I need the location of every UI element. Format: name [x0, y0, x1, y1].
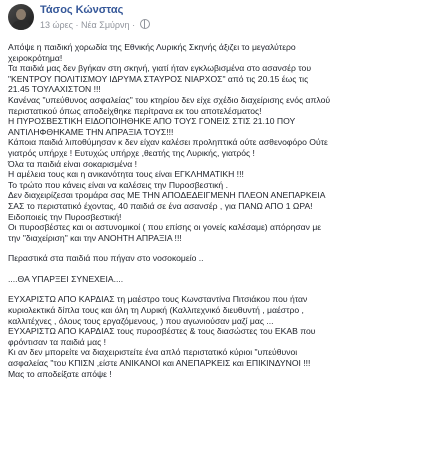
author-name[interactable]: Τάσος Κώνστας	[40, 4, 124, 16]
post-header	[8, 4, 428, 34]
post-text-line: ΑΝΤΙΛΗΦΘΗΚΑΜΕ ΤΗΝ ΑΠΡΑΞΙΑ ΤΟΥΣ!!!	[8, 126, 174, 137]
post-text-line: ΕΥΧΑΡΙΣΤΩ ΑΠΟ ΚΑΡΔΙΑΣ τη μαέστρο τους Κωνσταντίνα Πιτσιάκου που ήταν	[8, 294, 308, 305]
post-text-line: "ΚΕΝΤΡΟΥ ΠΟΛΙΤΙΣΜΟΥ ΙΔΡΥΜΑ ΣΤΑΥΡΟΣ ΝΙΑΡΧΟΣ" από τις 20.15 έως τις	[8, 73, 309, 84]
post-text-line: ασφαλείας "του ΚΠΙΣΝ ,είστε ΑΝΙΚΑΝΟΙ και ΑΝΕΠΑΡΚΕΙΣ και ΕΠΙΚΙΝΔΥΝΟΙ !!!	[8, 358, 311, 369]
post-text-line: Περαστικά στα παιδιά που πήγαν στο νοσοκομείο ..	[8, 253, 204, 264]
post-text-line: Τα παιδιά μας δεν βγήκαν στη σκηνή, γιατί ήταν εγκλωβισμένα στο ασανσέρ του	[8, 63, 312, 74]
post-text-line: Κανένας "υπεύθυνος ασφαλείας" του κτηρίου δεν είχε σχέδιο διαχείρισης ενός απλού	[8, 94, 331, 105]
post-meta	[40, 19, 150, 30]
post-text-line: Κι αν δεν μπορείτε να διαχειριστείτε ένα απλό περιστατικό κύριοι "υπεύθυνοι	[8, 347, 298, 358]
post-location[interactable]: Νέα Σμύρνη	[81, 20, 130, 30]
post-text-line: φρόντισαν τα παιδιά μας !	[8, 336, 106, 347]
post-text-line: περιστατικού όπως αποδείχθηκε περίτρανα εκ του αποτελέσματος!	[8, 105, 262, 116]
post-text-line: 21.45 ΤΟΥΛΑΧΙΣΤΟΝ !!!	[8, 84, 101, 95]
post-text-line: ΕΥΧΑΡΙΣΤΩ ΑΠΟ ΚΑΡΔΙΑΣ τους πυροσβέστες & τους διασώστες του ΕΚΑΒ που	[8, 326, 316, 337]
globe-icon	[140, 19, 150, 29]
post-time[interactable]: 13 ώρες	[40, 20, 74, 30]
post-text-line: Οι πυροσβέστες και οι αστυνομικοί ( που επίσης οι γονείς καλέσαμε) απόρησαν με	[8, 222, 322, 233]
post-text-line: Κάποια παιδιά λιποθύμησαν κ δεν είχαν καλέσει προληπτικά ούτε ασθενοφόρο Ούτε	[8, 137, 328, 148]
post-text-line: την "διαχείριση" και την ΑΝΟΗΤΗ ΑΠΡΑΞΙΑ !!!	[8, 232, 182, 243]
post-text-line: ΣΑΣ το περιστατικό έχοντας, 40 παιδιά σε ένα ασανσέρ , για ΠΑΝΩ ΑΠΟ 1 ΩΡΑ!	[8, 200, 313, 211]
post-text-line: Μας το αποδείξατε απόψε !	[8, 368, 112, 379]
post-text-line: Η ΠΥΡΟΣΒΕΣΤΙΚΗ ΕΙΔΟΠΟΙΗΘΗΚΕ ΑΠΟ ΤΟΥΣ ΓΟΝΕΙΣ ΣΤΙΣ 21.10 ΠΟΥ	[8, 116, 296, 127]
post-body	[8, 42, 432, 379]
post-paragraph-to-be-continued	[8, 274, 432, 285]
post-text-line: Όλα τα παιδιά είναι σοκαρισμένα !	[8, 158, 138, 169]
avatar[interactable]	[8, 4, 34, 30]
post-paragraph-thanks	[8, 294, 432, 379]
post-paragraph-main	[8, 42, 432, 243]
post-text-line: ....ΘΑ ΥΠΑΡΞΕΙ ΣΥΝΕΧΕΙΑ....	[8, 273, 124, 284]
post-text-line: Το τρώτο που κάνεις είναι να καλέσεις την Πυροσβεστική .	[8, 179, 228, 190]
post-text-line: κυριολεκτικά δίπλα τους και όλη τη Λυρική (Καλλιτεχνικό διευθυντή , μαέστρο ,	[8, 305, 304, 316]
post-text-line: Απόψε η παιδική χορωδία της Εθνικής Λυρικής Σκηνής άξιζει το μεγαλύτερο	[8, 42, 296, 52]
meta-separator: ·	[75, 20, 79, 30]
post-text-line: γιατρός υπήρχε ! Ευτυχώς υπήρχε ,θεατής της Λυρικής, γιατρός !	[8, 147, 255, 158]
avatar-shoulders	[11, 20, 31, 30]
post-text-line: Ειδοποιείς την Πυροσβεστική!	[8, 211, 122, 222]
post-text-line: χειροκρότημα!	[8, 52, 63, 63]
post-text-line: Δεν διαχειρίζεσαι τρομάρα σας ΜΕ ΤΗΝ ΑΠΟΔΕΔΕΙΓΜΕΝΗ ΠΛΕΟΝ ΑΝΕΠΑΡΚΕΙΑ	[8, 190, 326, 201]
meta-separator: ·	[132, 20, 136, 30]
post-text-line: Η αμέλεια τους και η ανικανότητα τους είναι ΕΓΚΛΗΜΑΤΙΚΗ !!!	[8, 169, 244, 180]
post-paragraph-get-well	[8, 253, 432, 264]
avatar-face	[16, 9, 26, 20]
post-text-line: καλλιτέχνες , όλους τους εργαζόμενους, ) που αγωνιούσαν μαζί μας ...	[8, 315, 274, 326]
